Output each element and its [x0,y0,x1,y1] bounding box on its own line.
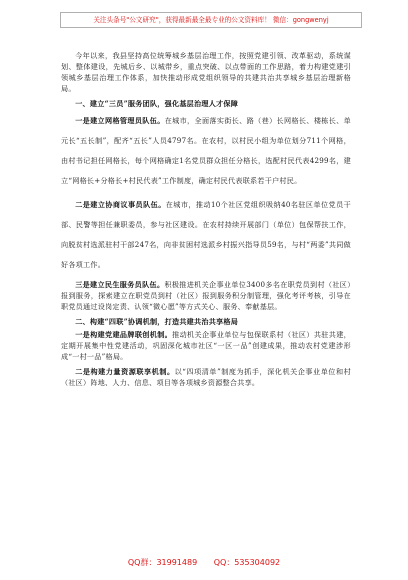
paragraph-consultation [61,195,351,275]
paragraph-lead: 三是建立民生服务员队伍。 [75,280,165,289]
paragraph-resource-mechanism [61,366,351,388]
paragraph-lead: 二是构建力量资源联享机制。 [75,367,175,376]
section-1-heading: 一、建立“三员”服务团队，强化基层治理人才保障 [75,99,239,108]
paragraph-text: 在城市，全面落实街长、路（巷）长网格长、楼栋长、单元长“五长制”，配齐“五长”人员4797名。在农村，以村民小组为单位划分711个网格，由村书记担任网格长，每个网格确定1名党员群众担任分格长，选配村民代表4299名，建立“网格长+分格长+村民代表”工作制度，确定村民代表联系若干户村民。 [61,116,352,185]
footer-qq-group: QQ群：31991489 [127,558,198,567]
section-2-heading: 二、构建“四联”协调机制，打造共建共治共享格局 [75,317,239,326]
intro-paragraph: 今年以来，我县坚持高位统筹城乡基层治理工作，按照党建引领、改革驱动，系统谋划、整体建设，先城后乡、以城带乡，重点突破、以点带面的工作思路，着力构建党建引领城乡基层治理工作体系，加快推动形成党组织领导的共建共治共享城乡基层治理新格局。 [61,51,351,93]
paragraph-text: 积极推进机关企事业单位3400多名在职党员到村（社区）报到服务，探索建立在职党员到村（社区）报到服务积分制管理，强化考评考核，引导在职党员通过设岗定责、认领“微心愿”等方式关心、服务、奉献基层。 [61,280,351,311]
paragraph-lead: 一是建立网格管理员队伍。 [75,116,165,125]
footer-contacts [0,557,408,568]
paragraph-lead: 二是建立协商议事员队伍。 [75,200,166,209]
document-body [61,50,351,388]
paragraph-livelihood [61,279,351,312]
paragraph-lead: 一是构建党建品牌联创机制。 [75,330,173,339]
paragraph-brand-mechanism [61,329,351,362]
paragraph-text: 在城市，推动10个社区党组织吸纳40名驻区单位党员干部、民警等担任兼职委员，参与社区建设。在农村持续开展部门（单位）包保帮扶工作，向脱贫村选派驻村干部247名，向非贫困村选派乡村振兴指导员59名，与村“两委”共同做好各项工作。 [61,200,351,269]
promo-banner: 关注头条号"公文研究"，获得最新最全最专业的公文资料库！ 微信：gongwenyj [60,12,362,28]
paragraph-text: 以“四项清单”制度为抓手，深化机关企事业单位和村（社区）阵地、人力、信息、项目等各项城乡资源整合共享。 [61,367,351,387]
footer-qq: QQ：535304092 [213,558,281,567]
paragraph-text: 推动机关企事业单位与包保联系村（社区）共驻共建，定期开展集中性党建活动，巩固深化城市社区“一区一品”创建成果，推动农村党建涉形成“一村一品”格局。 [61,330,352,361]
paragraph-grid-managers [61,111,351,191]
